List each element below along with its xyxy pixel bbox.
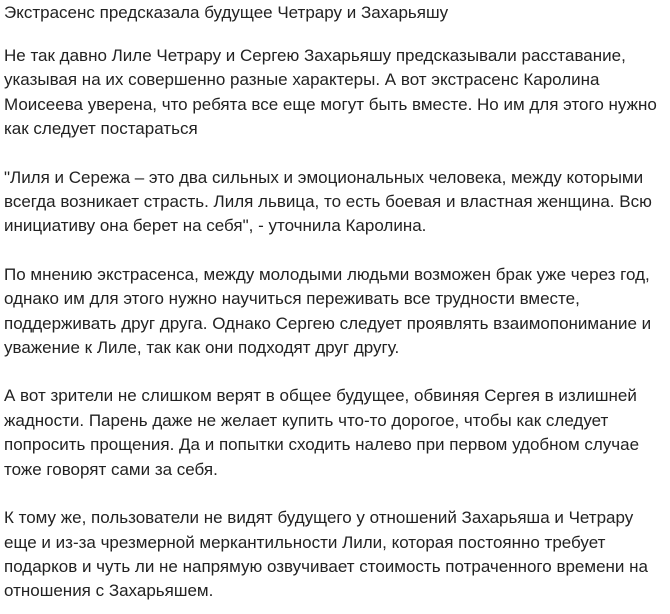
article-paragraph-3: По мнению экстрасенса, между молодыми людьми возможен брак уже через год, однако им для этого нужно научиться переживать все трудности вместе, поддерживать друг друга. Однако Сергею следует проявлять взаимопонимание и уважение к Лиле, так как они подходят друг другу. xyxy=(4,264,652,358)
article-title: Экстрасенс предсказала будущее Четрару и Захарьяшу xyxy=(4,3,449,22)
article-paragraph-5: К тому же, пользователи не видят будущего у отношений Захарьяша и Четрару еще и из-за чрезмерной меркантильности Лили, которая постоянно требует подарков и чуть ли не напрямую озвучивает стоимость потраченного времени на отношения с Захарьяшем. xyxy=(4,508,648,601)
article-paragraph-4: А вот зрители не слишком верят в общее будущее, обвиняя Сергея в излишней жадности. Парень даже не желает купить что-то дорогое, чтобы как следует попросить прощения. Да и попытки сходить налево при первом удобном случае тоже говорят сами за себя. xyxy=(4,386,640,479)
article-paragraph-2: "Лиля и Сережа – это два сильных и эмоциональных человека, между которыми всегда возникает страсть. Лиля львица, то есть боевая и властная женщина. Всю инициативу она берет на себя", - уточнила Каролина. xyxy=(4,167,652,236)
article-paragraph-1: Не так давно Лиле Четрару и Сергею Захарьяшу предсказывали расставание, указывая на их совершенно разные характеры. А вот экстрасенс Каролина Моисеева уверена, что ребята все еще могут быть вместе. Но им для этого нужно как следует постараться xyxy=(4,46,657,139)
